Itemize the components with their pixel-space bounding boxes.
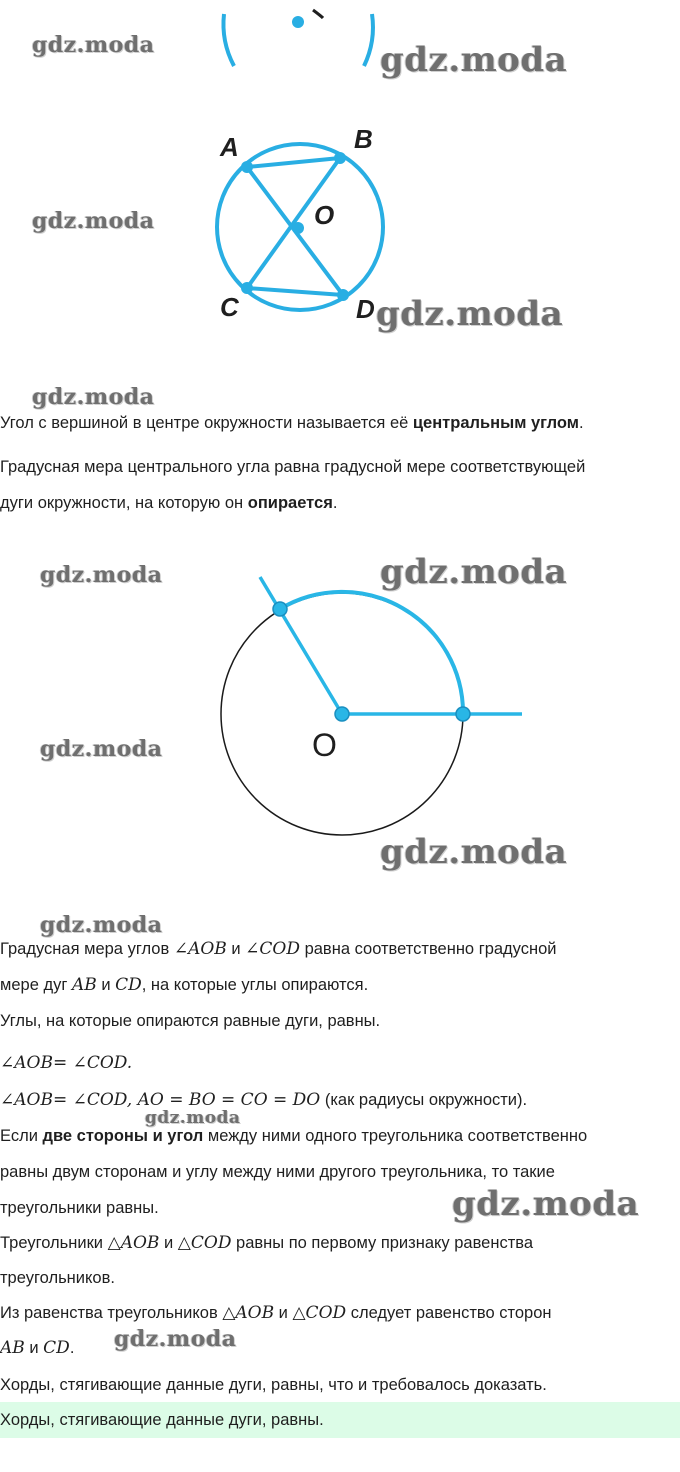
watermark: gdz.moda [380,40,568,80]
point-d [337,289,349,301]
watermark: gdz.moda [452,1184,640,1224]
center-point [292,16,304,28]
paragraph-equal-arcs: Углы, на которые опираются равные дуги, равны. [0,1012,381,1030]
watermark: gdz.moda [40,912,163,938]
chord-cd [247,288,343,295]
vertex-o [335,707,349,721]
label-a: A [220,132,239,162]
paragraph-angles-line2: мере дуг AB и CD, на которые углы опираются. [0,975,369,995]
paragraph-triangles-line2: треугольников. [0,1269,115,1287]
chord-ab [247,158,340,167]
figure-central-angle [0,560,680,850]
paragraph-degree-measure-line1: Градусная мера центрального угла равна градусной мере соответствующей [0,458,586,476]
arc-left-fragment [223,14,234,66]
watermark: gdz.moda [380,832,568,872]
equation-radii: ∠AOB= ∠COD, AO = BO = CO = DO (как радиусы окружности). [0,1090,528,1110]
paragraph-conclusion: Хорды, стягивающие данные дуги, равны, что и требовалось доказать. [0,1376,547,1394]
label-b: B [354,124,373,154]
point-b [334,152,346,164]
watermark: gdz.moda [40,562,163,588]
equation-angles-equal: ∠AOB= ∠COD. [0,1053,133,1073]
point-o [292,222,304,234]
arc-point-2 [456,707,470,721]
arc-point-1 [273,602,287,616]
paragraph-angles-line1: Градусная мера углов ∠AOB и ∠COD равна соответственно градусной [0,939,557,959]
watermark: gdz.moda [32,32,155,58]
answer-box [0,1402,680,1438]
watermark: gdz.moda [376,294,564,334]
watermark: gdz.moda [40,736,163,762]
point-c [241,282,253,294]
paragraph-triangles-line1: Треугольники △AOB и △COD равны по первому признаку равенства [0,1233,534,1253]
label-c: C [220,292,239,322]
label-o: O [314,200,335,230]
point-a [241,161,253,173]
watermark: gdz.moda [145,1108,241,1128]
answer-text: Хорды, стягивающие данные дуги, равны. [0,1411,324,1429]
watermark: gdz.moda [380,552,568,592]
watermark: gdz.moda [114,1326,237,1352]
watermark: gdz.moda [32,384,155,410]
paragraph-sides-line1: Из равенства треугольников △AOB и △COD следует равенство сторон [0,1303,552,1323]
arc-right-fragment [364,14,373,66]
paragraph-degree-measure-line2: дуги окружности, на которую он опирается. [0,494,338,512]
paragraph-sides-line2: AB и CD. [0,1338,75,1358]
label-fragment [313,10,323,18]
paragraph-central-angle-def: Угол с вершиной в центре окружности называется её центральным углом. [0,414,584,432]
watermark: gdz.moda [32,208,155,234]
label-o: O [312,727,337,763]
label-d: D [356,294,375,324]
paragraph-sas-line3: треугольники равны. [0,1199,159,1217]
paragraph-sas-line1: Если две стороны и угол между ними одного треугольника соответственно [0,1127,588,1145]
paragraph-sas-line2: равны двум сторонам и углу между ними другого треугольника, то такие [0,1163,555,1181]
